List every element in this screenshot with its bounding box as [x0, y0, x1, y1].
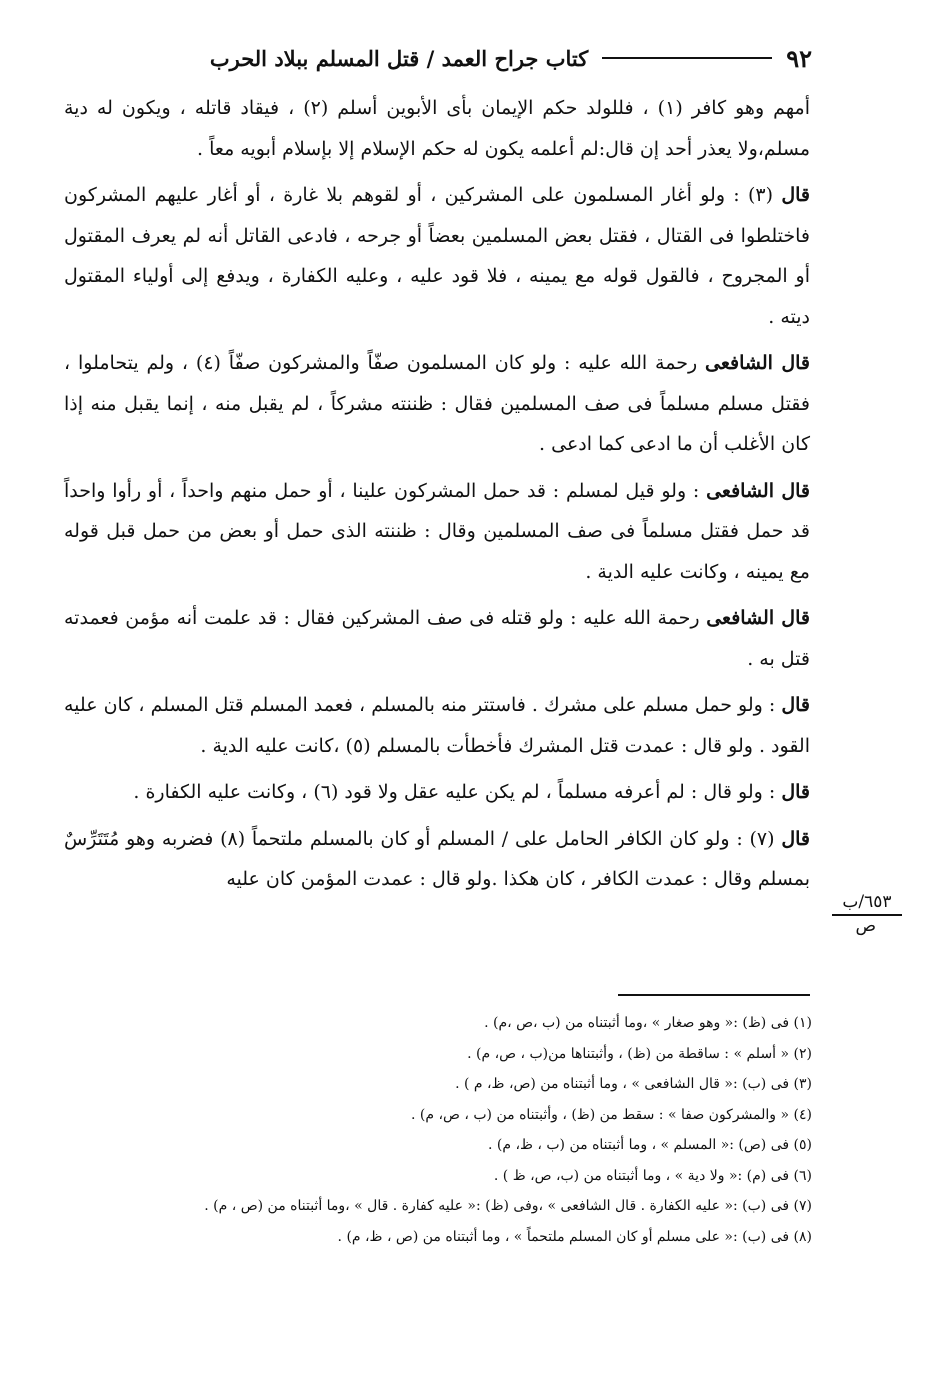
- paragraph-text: : ولو قيل لمسلم : قد حمل المشركون علينا ، أو حمل منهم واحداً ، أو رأوا واحداً قد حمل فقتل مسلماً فى صف المسلمين وقال : ظننته الذى حمل أو بعض من حمل قبل قوله مع يمينه ، وكانت عليه الدية .: [64, 479, 810, 583]
- paragraph: [64, 175, 810, 337]
- paragraph-text: (٧) : ولو كان الكافر الحامل على / المسلم أو كان بالمسلم ملتحماً (٨) فضربه وهو مُتَتَرِّسٌ بمسلم وقال : عمدت الكافر ، كان هكذا .ولو قال : عمدت المؤمن كان عليه: [64, 827, 810, 890]
- paragraph-lead: قال الشافعى: [706, 479, 810, 502]
- footnote: (٤) « والمشركون صفا » : سقط من (ظ) ، وأثبتناه من (ب ، ص، م) .: [411, 1106, 812, 1123]
- header-rule: [602, 57, 772, 59]
- footnote: (١) فى (ظ) :« وهو صغار » ،وما أثبتناه من (ب ،ص ،م) .: [484, 1015, 812, 1031]
- paragraph-lead: قال: [781, 827, 810, 850]
- paragraph-text: : ولو حمل مسلم على مشرك . فاستتر منه بالمسلم ، فعمد المسلم قتل المسلم ، كان عليه القود . ولو قال : عمدت قتل المشرك فأخطأت بالمسلم (٥) ،كانت عليه الدية .: [64, 694, 810, 757]
- footnote: (٦) فى (م) :« ولا دية » ، وما أثبتناه من (ب، ص، ظ ) .: [493, 1167, 812, 1184]
- footnote: (٨) فى (ب) :« على مسلم أو كان المسلم ملتحماً » ، وما أثبتناه من (ص ، ظ، م) .: [337, 1228, 812, 1245]
- footnote: (٥) فى (ص) :« المسلم » ، وما أثبتناه من (ب ، ظ، م) .: [488, 1137, 812, 1153]
- paragraph: [64, 772, 810, 813]
- paragraph-lead: قال الشافعى: [705, 352, 810, 374]
- paragraph: [64, 685, 810, 766]
- paragraph: [64, 598, 810, 679]
- margin-note: [832, 892, 902, 936]
- margin-source-ref: ص: [855, 916, 876, 936]
- paragraph-text: (٣) : ولو أغار المسلمون على المشركين ، أو لقوهم بلا غارة ، أو أغار عليهم المشركون فاختلطوا فى القتال ، فقتل بعض المسلمين بعضاً أو جرحه ، فادعى القاتل أنه لم يعرف المقتول أو المجروح ، فالقول قوله مع يمينه ، فلا قود عليه ، وعليه الكفارة ، ويدفع إلى أولياء المقتول ديته .: [64, 184, 810, 328]
- paragraph-text: رحمة الله عليه : ولو كان المسلمون صفّاً والمشركون صفّاً (٤) ، ولم يتحاملوا ، فقتل مسلم مسلماً فى صف المسلمين فقال : ظننته مشركاً ، لم يقبل منه ، إنما يقبل منه إذا كان الأغلب أن ما ادعى كما ادعى .: [64, 352, 810, 455]
- paragraph-lead: قال: [781, 184, 810, 206]
- paragraph-text: : ولو قال : لم أعرفه مسلماً ، لم يكن عليه عقل ولا قود (٦) ، وكانت عليه الكفارة .: [133, 781, 782, 803]
- footnote: (٧) فى (ب) :« عليه الكفارة . قال الشافعى » ،وفى (ظ) :« عليه كفارة . قال » ،وما أثبتناه من (ص ، م) .: [204, 1198, 812, 1214]
- paragraph-text: رحمة الله عليه : ولو قتله فى صف المشركين فقال : قد علمت أنه مؤمن فعمدته قتل به .: [64, 607, 810, 670]
- page-number: ٩٢: [786, 43, 812, 73]
- footnote: (٣) فى (ب) :« قال الشافعى » ، وما أثبتناه من (ص، ظ، م ) .: [455, 1076, 812, 1092]
- page-header: [60, 38, 812, 78]
- body-text: [64, 88, 810, 906]
- margin-folio-ref: ٦٥٣/ب: [832, 892, 902, 916]
- footnote: (٢) « أسلم » : ساقطة من (ظ) ، وأثبتناها من(ب ، ص، م) .: [467, 1045, 812, 1062]
- paragraph: [64, 88, 810, 169]
- paragraph: [64, 819, 810, 900]
- footnotes: [60, 1008, 812, 1252]
- paragraph: [64, 471, 810, 593]
- running-title: كتاب جراح العمد / قتل المسلم ببلاد الحرب: [209, 45, 589, 71]
- paragraph-text: أمهم وهو كافر (١) ، فللولد حكم الإيمان بأى الأبوين أسلم (٢) ، فيقاد قاتله ، ويكون له دية مسلم،ولا يعذر أحد إن قال:لم أعلمه يكون له حكم الإسلام إلا بإسلام أبويه معاً .: [64, 97, 810, 160]
- paragraph: [64, 343, 810, 465]
- paragraph-lead: قال: [781, 694, 810, 716]
- paragraph-lead: قال الشافعى: [706, 607, 810, 629]
- footnote-separator: [618, 994, 810, 996]
- paragraph-lead: قال: [781, 781, 810, 803]
